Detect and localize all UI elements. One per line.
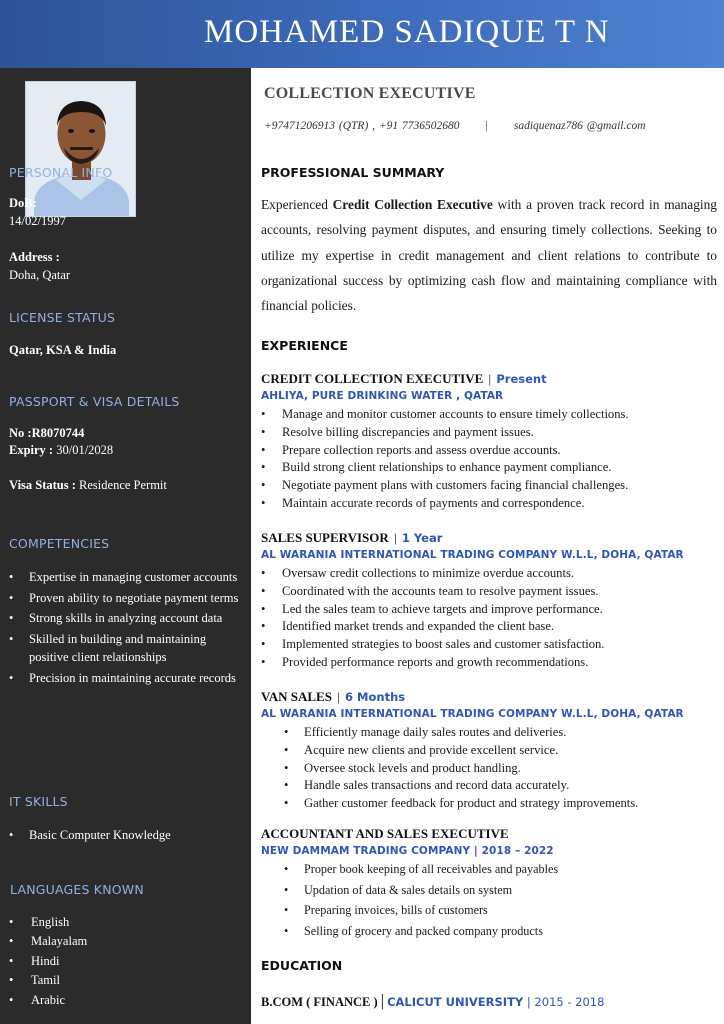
- profile-photo: [25, 81, 136, 217]
- candidate-name: MOHAMED SADIQUE T N: [204, 14, 610, 50]
- languages-list: [9, 913, 244, 1010]
- list-item: • Hindi: [9, 952, 244, 971]
- address-value: Doha, Qatar: [9, 268, 71, 282]
- list-item: • Identified market trends and expanded the client base.: [261, 618, 701, 636]
- job-title: COLLECTION EXECUTIVE: [264, 85, 476, 102]
- list-item: • Proven ability to negotiate payment terms: [9, 589, 244, 608]
- company-2: AL WARANIA INTERNATIONAL TRADING COMPANY W.L.L, DOHA, QATAR: [261, 549, 684, 561]
- list-item: • Arabic: [9, 991, 244, 1010]
- list-item: • Basic Computer Knowledge: [9, 826, 244, 845]
- list-item: • Implemented strategies to boost sales and customer satisfaction.: [261, 636, 701, 654]
- list-item: • Strong skills in analyzing account data: [9, 609, 244, 628]
- job-title-2: SALES SUPERVISOR | 1 Year: [261, 530, 443, 545]
- job-title-4: ACCOUNTANT AND SALES EXECUTIVE: [261, 826, 509, 841]
- passport-expiry: Expiry : 30/01/2028: [9, 443, 114, 457]
- sidebar: [0, 68, 251, 1024]
- list-item: • Skilled in building and maintaining positive client relationships: [9, 630, 244, 667]
- list-item: • Led the sales team to achieve targets and improve performance.: [261, 601, 701, 619]
- experience-heading: EXPERIENCE: [261, 338, 348, 353]
- list-item: • Build strong client relationships to enhance payment compliance.: [261, 459, 701, 477]
- license-value: Qatar, KSA & India: [9, 343, 117, 357]
- list-item: • Oversaw credit collections to minimize overdue accounts.: [261, 565, 701, 583]
- list-item: • Oversee stock levels and product handling.: [284, 760, 724, 778]
- job-3-bullets: [284, 724, 724, 813]
- dob-label: DoB:: [9, 196, 37, 210]
- list-item: • Acquire new clients and provide excellent service.: [284, 742, 724, 760]
- list-item: • Precision in maintaining accurate records: [9, 669, 244, 688]
- list-item: • English: [9, 913, 244, 932]
- languages-heading: LANGUAGES KNOWN: [10, 882, 144, 897]
- list-item: • Selling of grocery and packed company products: [284, 921, 724, 942]
- contact-separator: |: [485, 120, 488, 132]
- list-item: • Efficiently manage daily sales routes and deliveries.: [284, 724, 724, 742]
- summary-heading: PROFESSIONAL SUMMARY: [261, 165, 445, 180]
- education-heading: EDUCATION: [261, 958, 343, 973]
- it-skills-list: [9, 826, 244, 847]
- company-3: AL WARANIA INTERNATIONAL TRADING COMPANY W.L.L, DOHA, QATAR: [261, 708, 684, 720]
- list-item: • Resolve billing discrepancies and payment issues.: [261, 424, 701, 442]
- job-title-3: VAN SALES | 6 Months: [261, 689, 406, 704]
- license-heading: LICENSE STATUS: [9, 310, 116, 325]
- list-item: • Preparing invoices, bills of customers: [284, 900, 724, 921]
- header-band: [0, 0, 724, 68]
- dob-value: 14/02/1997: [9, 214, 66, 228]
- list-item: • Tamil: [9, 971, 244, 990]
- job-4-bullets: [284, 859, 724, 941]
- list-item: • Handle sales transactions and record data accurately.: [284, 777, 724, 795]
- passport-number: No :R8070744: [9, 426, 85, 440]
- summary-text: Experienced Credit Collection Executive with a proven track record in managing accounts, resolving payment disputes, and ensuring timely collections. Seeking to utilize my expertise in credit management and client relations to contribute to organizational success by optimizing cash flow and maintaining compliance with financial policies.: [261, 197, 717, 314]
- list-item: • Proper book keeping of all receivables and payables: [284, 859, 724, 880]
- competencies-heading: COMPETENCIES: [9, 536, 110, 551]
- contact-line: [264, 120, 646, 132]
- list-item: • Prepare collection reports and assess overdue accounts.: [261, 442, 701, 460]
- job-2-bullets: [261, 565, 701, 672]
- job-title-1: CREDIT COLLECTION EXECUTIVE | Present: [261, 371, 547, 386]
- list-item: • Manage and monitor customer accounts to ensure timely collections.: [261, 406, 701, 424]
- list-item: • Malayalam: [9, 932, 244, 951]
- company-1: AHLIYA, PURE DRINKING WATER , QATAR: [261, 390, 504, 402]
- avatar-icon: [26, 82, 136, 217]
- passport-heading: PASSPORT & VISA DETAILS: [9, 394, 180, 409]
- list-item: • Expertise in managing customer accounts: [9, 568, 244, 587]
- job-1-bullets: [261, 406, 701, 513]
- personal-info-heading: PERSONAL INFO: [9, 165, 113, 180]
- list-item: • Coordinated with the accounts team to resolve payment issues.: [261, 583, 701, 601]
- visa-status: Visa Status : Residence Permit: [9, 478, 167, 492]
- competencies-list: [9, 568, 244, 689]
- it-skills-heading: IT SKILLS: [9, 794, 68, 809]
- list-item: • Maintain accurate records of payments and correspondence.: [261, 495, 701, 513]
- list-item: • Negotiate payment plans with customers facing financial challenges.: [261, 477, 701, 495]
- list-item: • Provided performance reports and growth recommendations.: [261, 654, 701, 672]
- company-4: NEW DAMMAM TRADING COMPANY | 2018 – 2022: [261, 845, 554, 857]
- phone-text: +97471206913 (QTR) , +91 7736502680: [264, 120, 460, 132]
- list-item: • Gather customer feedback for product and strategy improvements.: [284, 795, 724, 813]
- address-label: Address :: [9, 250, 60, 264]
- email-text: sadiquenaz786 @gmail.com: [513, 120, 646, 132]
- education-entry: B.COM ( FINANCE ) | CALICUT UNIVERSITY | 2015 - 2018: [261, 991, 605, 1010]
- list-item: • Updation of data & sales details on system: [284, 880, 724, 901]
